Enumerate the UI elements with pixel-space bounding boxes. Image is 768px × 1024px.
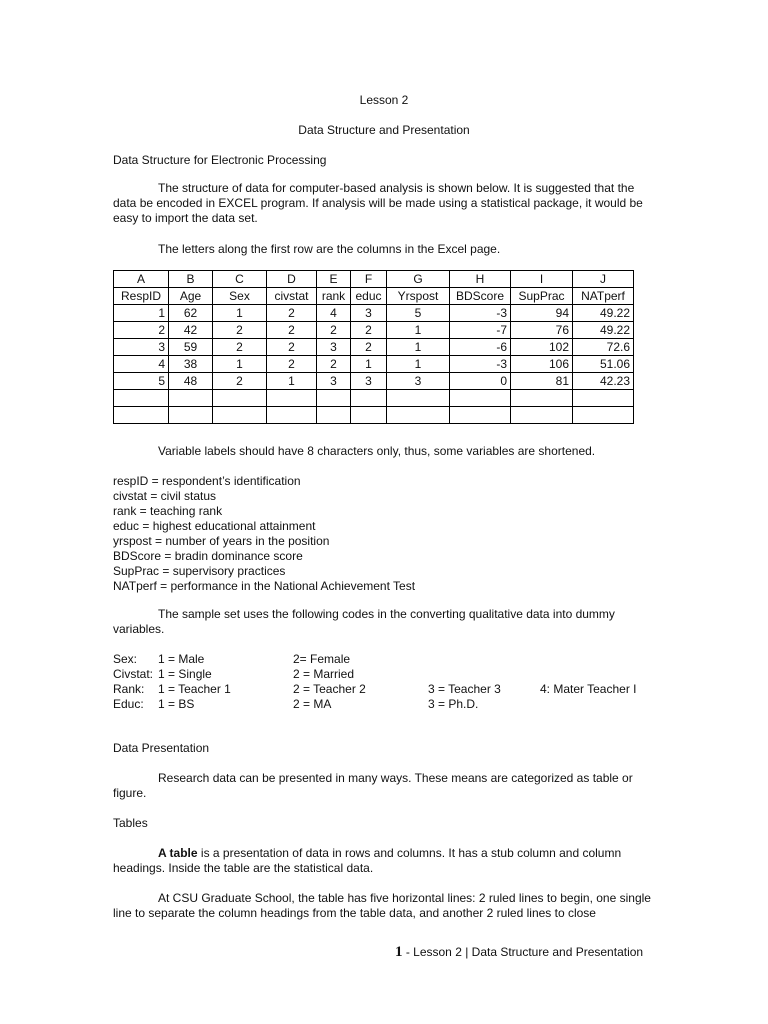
table-cell: 1	[387, 322, 450, 339]
table-row	[114, 373, 634, 390]
table-cell: 1	[114, 305, 169, 322]
table-cell: F	[351, 271, 387, 288]
table-cell: 49.22	[573, 322, 634, 339]
section-heading-tables: Tables	[113, 816, 148, 830]
table-cell: -7	[450, 322, 511, 339]
table-cell	[450, 407, 511, 424]
table-cell: D	[267, 271, 317, 288]
table-cell: 4	[114, 356, 169, 373]
table-cell: 49.22	[573, 305, 634, 322]
table-cell: 3	[114, 339, 169, 356]
table-cell: -3	[450, 305, 511, 322]
code-value: 4: Mater Teacher I	[540, 682, 637, 696]
paragraph-codes-intro: The sample set uses the following codes in the converting qualitative data into dummy variables.	[113, 607, 615, 636]
paragraph-data-structure-intro: The structure of data for computer-based analysis is shown below. It is suggested that the data be encoded in EXCEL program. If analysis will be made using a statistical package, it would be easy to import the data set.	[113, 181, 643, 225]
table-cell: J	[573, 271, 634, 288]
table-cell	[114, 390, 169, 407]
code-label: Civstat:	[113, 667, 154, 681]
table-cell: 4	[317, 305, 351, 322]
table-cell: 5	[114, 373, 169, 390]
table-row	[114, 407, 634, 424]
table-cell: 3	[351, 305, 387, 322]
table-cell: G	[387, 271, 450, 288]
page-footer	[395, 944, 643, 961]
table-cell: 2	[317, 322, 351, 339]
code-value: 2 = Married	[293, 667, 355, 681]
table-cell: 2	[267, 322, 317, 339]
table-cell: 2	[267, 339, 317, 356]
table-cell: 2	[351, 339, 387, 356]
table-cell: 106	[511, 356, 573, 373]
table-cell: Age	[169, 288, 213, 305]
code-value: 1 = BS	[158, 697, 195, 711]
table-cell	[213, 407, 267, 424]
page-number: 1	[395, 944, 403, 960]
table-cell: 1	[267, 373, 317, 390]
table-cell: 51.06	[573, 356, 634, 373]
definition-item: rank = teaching rank	[113, 504, 223, 518]
table-row	[114, 305, 634, 322]
table-row	[114, 356, 634, 373]
table-row	[114, 322, 634, 339]
paragraph-text: is a presentation of data in rows and columns. It has a stub column and column headings. Inside the table are the statistical data.	[113, 846, 622, 875]
table-cell: B	[169, 271, 213, 288]
table-cell: 2	[351, 322, 387, 339]
table-cell: 2	[267, 356, 317, 373]
table-cell: 3	[317, 373, 351, 390]
code-value: 1 = Single	[158, 667, 212, 681]
table-cell	[267, 390, 317, 407]
table-cell: A	[114, 271, 169, 288]
table-cell	[573, 390, 634, 407]
table-cell	[267, 407, 317, 424]
table-cell: Yrspost	[387, 288, 450, 305]
table-cell: 2	[213, 373, 267, 390]
table-cell: 48	[169, 373, 213, 390]
table-cell: Sex	[213, 288, 267, 305]
code-value: 3 = Teacher 3	[428, 682, 501, 696]
variable-definitions-list	[113, 474, 415, 594]
table-cell: 42	[169, 322, 213, 339]
code-row-sex	[113, 652, 673, 667]
table-cell	[351, 407, 387, 424]
table-cell: 1	[213, 356, 267, 373]
table-header-row	[114, 288, 634, 305]
bold-term: A table	[158, 846, 198, 860]
table-cell: 2	[114, 322, 169, 339]
code-row-rank	[113, 682, 673, 697]
paragraph-columns-note: The letters along the first row are the columns in the Excel page.	[158, 242, 501, 256]
definition-item: SupPrac = supervisory practices	[113, 564, 286, 578]
footer-text: - Lesson 2 | Data Structure and Presentation	[402, 945, 644, 959]
table-cell	[114, 407, 169, 424]
table-cell: 2	[213, 339, 267, 356]
table-cell	[387, 407, 450, 424]
table-cell: 3	[387, 373, 450, 390]
table-cell: 1	[387, 356, 450, 373]
table-cell	[511, 407, 573, 424]
table-cell	[511, 390, 573, 407]
table-cell: -3	[450, 356, 511, 373]
table-cell: H	[450, 271, 511, 288]
table-cell: 76	[511, 322, 573, 339]
paragraph-csu-table-format: At CSU Graduate School, the table has five horizontal lines: 2 ruled lines to begin, one single line to separate the column headings from the table data, and another 2 ruled lines to close	[113, 891, 651, 920]
table-cell	[169, 390, 213, 407]
table-cell: E	[317, 271, 351, 288]
table-cell: rank	[317, 288, 351, 305]
table-cell: 2	[267, 305, 317, 322]
code-value: 2 = MA	[293, 697, 332, 711]
definition-item: respID = respondent’s identification	[113, 474, 301, 488]
table-cell: 94	[511, 305, 573, 322]
section-heading-data-structure: Data Structure for Electronic Processing	[113, 153, 327, 167]
table-cell: SupPrac	[511, 288, 573, 305]
definition-item: NATperf = performance in the National Achievement Test	[113, 579, 416, 593]
table-cell: 81	[511, 373, 573, 390]
table-cell: 3	[351, 373, 387, 390]
definition-item: educ = highest educational attainment	[113, 519, 316, 533]
code-row-educ	[113, 697, 673, 712]
lesson-title: Lesson 2	[359, 93, 409, 107]
code-label: Educ:	[113, 697, 144, 711]
code-value: 2 = Teacher 2	[293, 682, 366, 696]
document-title: Data Structure and Presentation	[298, 123, 470, 137]
paragraph-presentation-intro: Research data can be presented in many ways. These means are categorized as table or figure.	[113, 771, 633, 800]
table-cell: 2	[317, 356, 351, 373]
table-cell	[351, 390, 387, 407]
table-cell	[169, 407, 213, 424]
definition-item: BDScore = bradin dominance score	[113, 549, 303, 563]
table-cell	[450, 390, 511, 407]
table-cell: civstat	[267, 288, 317, 305]
table-cell: 102	[511, 339, 573, 356]
table-cell: 42.23	[573, 373, 634, 390]
table-cell: 1	[387, 339, 450, 356]
table-cell: -6	[450, 339, 511, 356]
code-row-civstat	[113, 667, 673, 682]
table-cell: 2	[213, 322, 267, 339]
code-value: 1 = Male	[158, 652, 205, 666]
table-cell: 1	[213, 305, 267, 322]
table-cell: 3	[317, 339, 351, 356]
table-cell	[317, 407, 351, 424]
code-value: 2= Female	[293, 652, 351, 666]
code-label: Rank:	[113, 682, 145, 696]
code-value: 1 = Teacher 1	[158, 682, 231, 696]
table-cell: 38	[169, 356, 213, 373]
table-cell	[387, 390, 450, 407]
table-row	[114, 390, 634, 407]
paragraph-table-definition	[113, 846, 653, 876]
table-cell: C	[213, 271, 267, 288]
table-column-letters-row	[114, 271, 634, 288]
table-row	[114, 339, 634, 356]
table-cell: NATperf	[573, 288, 634, 305]
data-table	[113, 270, 634, 424]
table-cell: educ	[351, 288, 387, 305]
table-cell	[573, 407, 634, 424]
paragraph-variable-labels: Variable labels should have 8 characters only, thus, some variables are shortened.	[158, 444, 596, 458]
table-cell: 5	[387, 305, 450, 322]
definition-item: civstat = civil status	[113, 489, 217, 503]
table-cell: RespID	[114, 288, 169, 305]
table-cell: BDScore	[450, 288, 511, 305]
section-heading-data-presentation: Data Presentation	[113, 741, 210, 755]
table-cell: 1	[351, 356, 387, 373]
definition-item: yrspost = number of years in the position	[113, 534, 330, 548]
table-cell: I	[511, 271, 573, 288]
table-cell	[213, 390, 267, 407]
code-value: 3 = Ph.D.	[428, 697, 479, 711]
table-cell	[317, 390, 351, 407]
table-cell: 72.6	[573, 339, 634, 356]
code-label: Sex:	[113, 652, 138, 666]
table-cell: 59	[169, 339, 213, 356]
table-cell: 0	[450, 373, 511, 390]
table-cell: 62	[169, 305, 213, 322]
